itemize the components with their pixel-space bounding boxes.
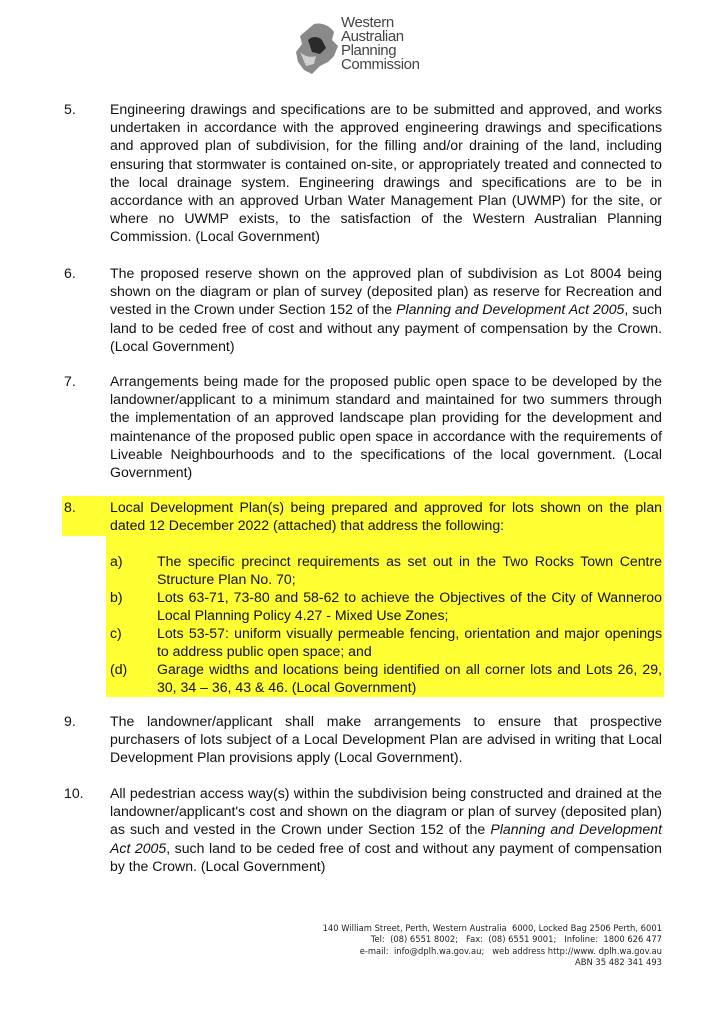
footer-phone: Tel: (08) 6551 8002; Fax: (08) 6551 9001; Infoline: 1800 626 477	[370, 934, 662, 945]
sub-condition-c	[110, 624, 662, 660]
sub-condition-label: (d)	[110, 661, 128, 677]
condition-6	[64, 264, 662, 355]
logo-wordmark	[341, 16, 420, 72]
sub-condition-text: Lots 53-57: uniform visually permeable fencing, orientation and major openings to address public open space; and	[157, 625, 662, 660]
sub-condition-a	[110, 552, 662, 588]
condition-text	[110, 784, 662, 875]
condition-text-part: All pedestrian access way(s) within the subdivision being constructed and drained at the landowner/applicant's cost and shown on the diagram or plan of survey (deposited plan) as such and vested in the Crown under Section 152 of the	[110, 785, 662, 838]
footer-address: 140 William Street, Perth, Western Australia 6000, Locked Bag 2506 Perth, 6001	[322, 923, 662, 933]
condition-text	[110, 264, 662, 355]
condition-number: 6.	[64, 265, 76, 281]
address-footer	[323, 923, 662, 969]
sub-condition-text: The specific precinct requirements as set out in the Two Rocks Town Centre Structure Plan No. 70;	[157, 553, 662, 588]
sub-condition-d	[110, 660, 662, 696]
sub-condition-text: Lots 63-71, 73-80 and 58-62 to achieve the Objectives of the City of Wanneroo Local Planning Policy 4.27 - Mixed Use Zones;	[157, 589, 662, 624]
logo-line: Australian	[341, 28, 404, 45]
logo-line: Planning	[341, 42, 397, 59]
wapc-emblem-icon	[294, 22, 342, 78]
condition-9	[64, 712, 662, 767]
wapc-logo	[294, 16, 434, 82]
logo-line: Western	[341, 14, 394, 31]
sub-condition-b	[110, 588, 662, 624]
condition-number: 5.	[64, 101, 76, 117]
condition-number: 8.	[64, 499, 76, 515]
sub-condition-label: c)	[110, 625, 122, 641]
condition-text-part: , such land to be ceded free of cost and without any payment of compensation by the Crown. (Local Government)	[110, 839, 662, 874]
condition-text-part: , such land to be ceded free of cost and without any payment of compensation by the Crown. (Local Government)	[110, 301, 662, 354]
condition-number: 10.	[64, 785, 84, 801]
act-title: Planning and Development Act 2005	[110, 821, 662, 856]
logo-line: Commission	[341, 56, 420, 73]
footer-abn: ABN 35 482 341 493	[574, 957, 662, 968]
condition-text: The landowner/applicant shall make arrangements to ensure that prospective purchasers of lots subject of a Local Development Plan are advised in writing that Local Development Plan provisions apply (Local Government).	[110, 713, 662, 766]
condition-10	[64, 784, 662, 875]
condition-text: Arrangements being made for the proposed public open space to be developed by the landowner/applicant to a minimum standard and maintained for two summers through the implementation of an approved landscape plan providing for the development and maintenance of the proposed public open space in accordance with the requirements of Liveable Neighbourhoods and to the specifications of the local government. (Local Government)	[110, 373, 662, 481]
sub-condition-text: Garage widths and locations being identified on all corner lots and Lots 26, 29, 30, 34 – 36, 43 & 46. (Local Government)	[157, 661, 662, 696]
sub-condition-label: b)	[110, 589, 123, 605]
condition-7	[64, 372, 662, 481]
act-title: Planning and Development Act 2005	[396, 301, 625, 318]
condition-text-part: The proposed reserve shown on the approved plan of subdivision as Lot 8004 being shown on the diagram or plan of survey (deposited plan) as reserve for Recreation and vested in the Crown under Section 152 of the	[110, 265, 662, 318]
condition-number: 7.	[64, 373, 76, 389]
footer-contact: e-mail: info@dplh.wa.gov.au; web address http://www. dplh.wa.gov.au	[359, 945, 662, 956]
condition-5	[64, 100, 662, 246]
sub-condition-label: a)	[110, 553, 123, 569]
condition-text: Local Development Plan(s) being prepared and approved for lots shown on the plan dated 12 December 2022 (attached) that address the following:	[110, 499, 662, 534]
condition-8	[64, 498, 662, 534]
condition-number: 9.	[64, 713, 76, 729]
condition-text: Engineering drawings and specifications are to be submitted and approved, and works undertaken in accordance with the approved engineering drawings and specifications and approved plan of subdivision, for the filling and/or draining of the land, including ensuring that stormwater is contained on-site, or appropriately treated and connected to the local drainage system. Engineering drawings and specifications are to be in accordance with an approved Urban Water Management Plan (UWMP) for the site, or where no UWMP exists, to the satisfaction of the Western Australian Planning Commission. (Local Government)	[110, 101, 662, 245]
